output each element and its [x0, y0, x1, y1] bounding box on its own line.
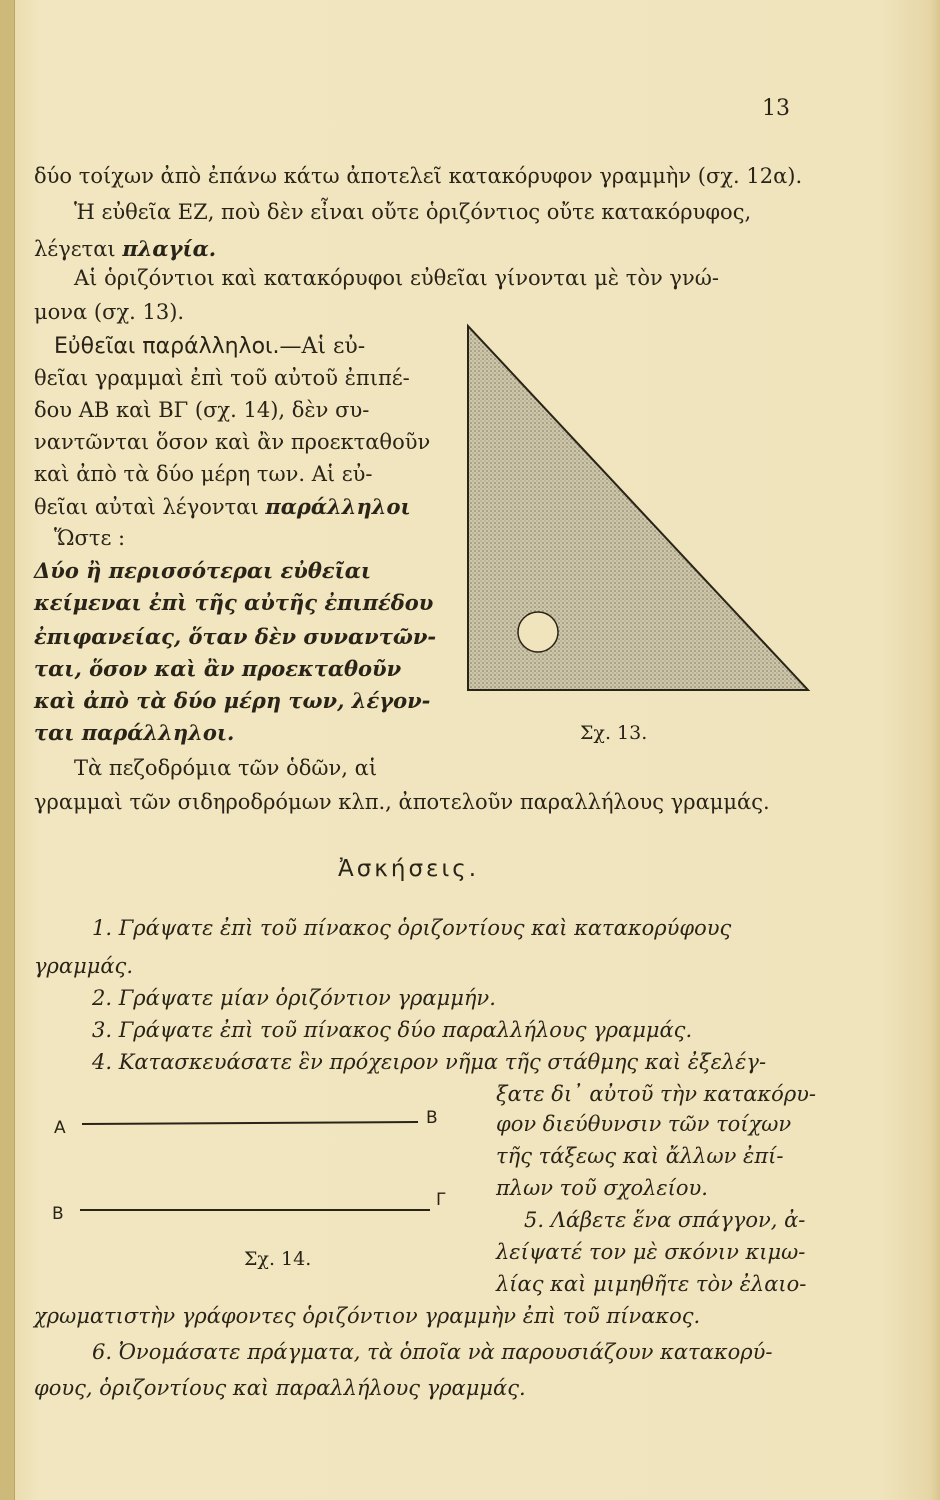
body-line-10: καὶ ἀπὸ τὰ δύο μέρη των. Αἱ εὐ-: [34, 462, 373, 486]
exercise-5-line-1: 5. Λάβετε ἕνα σπάγγον, ἀ-: [524, 1208, 806, 1232]
line-ab: [82, 1122, 418, 1124]
body-line-11-text: θεῖαι αὐταὶ λέγονται: [34, 495, 266, 519]
body-line-13: Τὰ πεζοδρόμια τῶν ὁδῶν, αἱ: [74, 756, 378, 780]
body-line-2: Ἡ εὐθεῖα ΕΖ, ποὺ δὲν εἶναι οὔτε ὁριζόντιος οὔτε κατακόρυφος,: [74, 200, 752, 224]
term-parallel: παράλληλοι: [265, 494, 411, 519]
rule-line-1: Δύο ἢ περισσότεραι εὐθεῖαι: [34, 558, 372, 583]
exercise-5-line-2: λείψατέ τον μὲ σκόνιν κιμω-: [496, 1240, 806, 1264]
exercise-5-line-3: λίας καὶ μιμηθῆτε τὸν ἐλαιο-: [496, 1272, 807, 1296]
fig14-label-b1: Β: [426, 1108, 438, 1128]
section-heading-continuation: —Αἱ εὐ-: [279, 334, 366, 359]
exercise-1-text: 1. Γράψατε ἐπὶ τοῦ πίνακος ὁριζοντίους καὶ κατακορύφους: [92, 916, 732, 940]
body-line-9: ναντῶνται ὅσον καὶ ἂν προεκταθοῦν: [34, 430, 431, 454]
section-heading: Εὐθεῖαι παράλληλοι.: [54, 334, 280, 359]
exercise-5-line-4: χρωματιστὴν γράφοντες ὁριζόντιον γραμμὴν ἐπὶ τοῦ πίνακος.: [34, 1304, 701, 1328]
page-binding-edge: [0, 0, 15, 1500]
rule-line-4: ται, ὅσον καὶ ἂν προεκταθοῦν: [34, 656, 402, 681]
figure-13-caption: Σχ. 13.: [580, 722, 648, 744]
exercise-4-line-5: πλων τοῦ σχολείου.: [496, 1176, 708, 1200]
body-line-5: μονα (σχ. 13).: [34, 300, 185, 324]
fig14-label-g: Γ: [436, 1190, 446, 1210]
rule-line-2: κείμεναι ἐπὶ τῆς αὐτῆς ἐπιπέδου: [34, 590, 434, 615]
fig14-label-b2: Β: [52, 1204, 64, 1224]
body-line-3: [34, 238, 216, 260]
exercise-3: 3. Γράψατε ἐπὶ τοῦ πίνακος δύο παραλλήλους γραμμάς.: [92, 1018, 693, 1042]
exercises-title: [338, 858, 479, 881]
exercise-4-line-3: φον διεύθυνσιν τῶν τοίχων: [496, 1112, 792, 1136]
body-line-11: [34, 496, 411, 518]
exercise-6-line-1: 6. Ὀνομάσατε πράγματα, τὰ ὁποῖα νὰ παρουσιάζουν κατακορύ-: [92, 1340, 773, 1364]
body-line-12: Ὥστε :: [54, 526, 126, 550]
rule-line-3: ἐπιφανείας, ὅταν δὲν συναντῶν-: [34, 624, 437, 649]
exercise-2: 2. Γράψατε μίαν ὁριζόντιον γραμμήν.: [92, 986, 496, 1010]
exercise-6-line-2: φους, ὁριζοντίους καὶ παραλλήλους γραμμάς.: [34, 1376, 526, 1400]
body-line-8: δου ΑΒ καὶ ΒΓ (σχ. 14), δὲν συ-: [34, 398, 370, 422]
fig14-label-a: Α: [54, 1118, 66, 1138]
body-line-14: γραμμαὶ τῶν σιδηροδρόμων κλπ., ἀποτελοῦν παραλλήλους γραμμάς.: [34, 790, 770, 814]
term-plagia: πλαγία.: [122, 236, 217, 261]
exercise-1-line-2: γραμμάς.: [34, 954, 133, 978]
exercise-4-line-1: 4. Κατασκευάσατε ἓν πρόχειρον νῆμα τῆς στάθμης καὶ ἐξελέγ-: [92, 1050, 767, 1074]
body-line-7: θεῖαι γραμμαὶ ἐπὶ τοῦ αὐτοῦ ἐπιπέ-: [34, 366, 410, 390]
triangle-hole: [518, 612, 558, 652]
body-line-3-text: λέγεται: [34, 237, 123, 261]
section-heading-line: [54, 336, 365, 358]
figure-14: [50, 1110, 470, 1220]
rule-line-6: ται παράλληλοι.: [34, 720, 235, 745]
rule-line-5: καὶ ἀπὸ τὰ δύο μέρη των, λέγον-: [34, 688, 431, 713]
figure-13-triangle: [462, 318, 814, 696]
body-line-1: δύο τοίχων ἀπὸ ἐπάνω κάτω ἀποτελεῖ κατακόρυφον γραμμὴν (σχ. 12α).: [34, 164, 803, 188]
figure-14-caption: Σχ. 14.: [244, 1248, 312, 1270]
set-square-drawing: [462, 318, 814, 696]
exercise-1-line-1: [92, 918, 828, 939]
exercise-4-line-2: ξατε δι᾽ αὐτοῦ τὴν κατακόρυ-: [496, 1082, 817, 1106]
exercise-4-line-4: τῆς τάξεως καὶ ἄλλων ἐπί-: [496, 1144, 784, 1168]
exercises-title-text: Ἀσκήσεις.: [338, 856, 480, 882]
body-line-4: Αἱ ὁριζόντιοι καὶ κατακόρυφοι εὐθεῖαι γίνονται μὲ τὸν γνώ-: [74, 266, 719, 290]
parallel-lines-drawing: [50, 1110, 470, 1220]
page-number: 13: [762, 96, 790, 121]
